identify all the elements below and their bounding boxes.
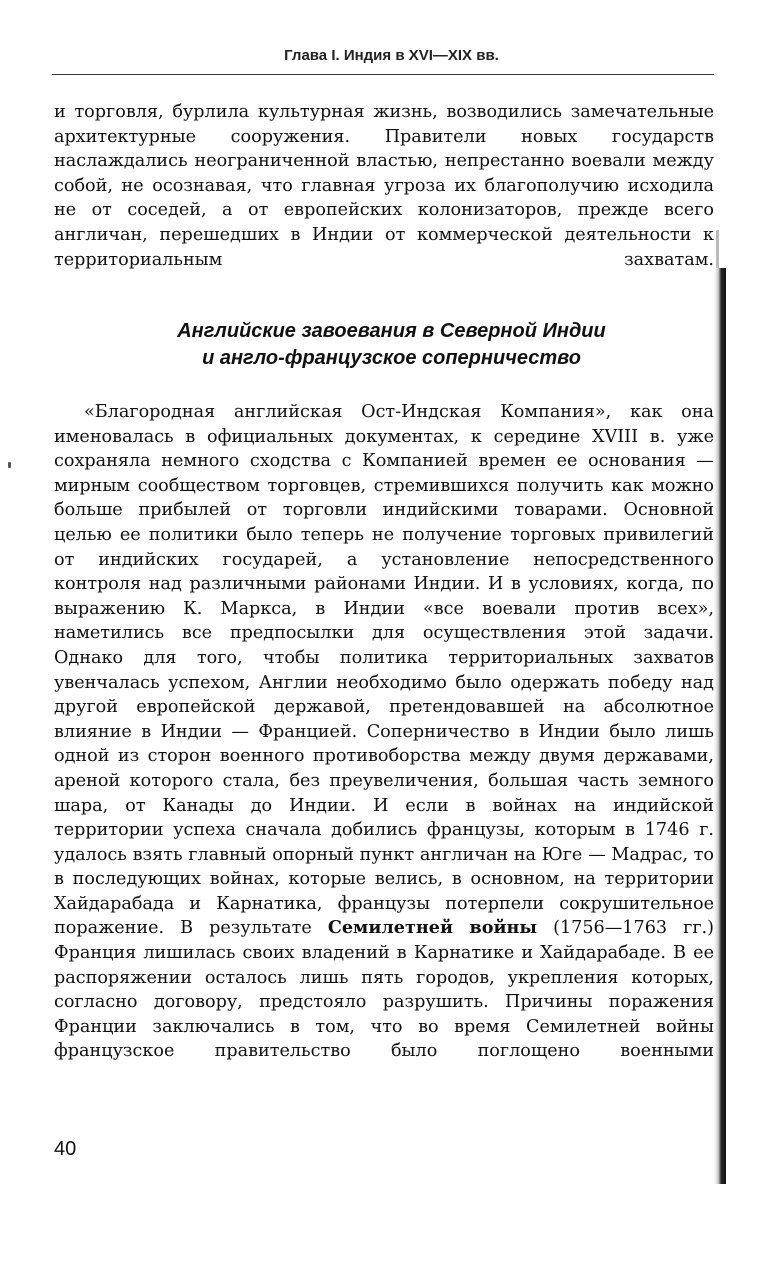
bold-term-seven-years-war: Семилетней войны xyxy=(327,917,538,939)
scan-edge-shadow-top xyxy=(716,230,719,270)
section-title-line-1: Английские завоевания в Северной Индии xyxy=(177,320,606,342)
header-rule xyxy=(52,74,714,75)
section-title-line-2: и англо-французское соперничество xyxy=(202,347,581,369)
main-paragraph-part-2: (1756—1763 гг.) Франция лишилась своих владений в Карнатике и Хайдарабаде. В ее распоряжении осталось лишь пять городов, укрепления которых, согласно договору, предстояло разрушить. Причины поражения Франции заключались в том, что во время Семилетней войны французское правительство было поглощено военными xyxy=(54,918,714,1062)
main-paragraph-part-1: «Благородная английская Ост-Индская Компания», как она именовалась в официальных документах, к середине XVIII в. уже сохраняла немного сходства с Компанией времен ее основания — мирным сообществом торговцев, стремившихся получить как можно больше прибылей от торговли индийскими товарами. Основной целью ее политики было теперь не получение торговых привилегий от индийских государей, а установление непосредственного контроля над различными районами Индии. И в условиях, когда, по выражению К. Маркса, в Индии «все воевали против всех», наметились все предпосылки для осуществления этой задачи. Однако для того, чтобы политика территориальных захватов увенчалась успехом, Англии необходимо было одержать победу над другой европейской державой, претендовавшей на абсолютное влияние в Индии — Францией. Соперничество в Индии было лишь одной из сторон военного противоборства между двумя державами, ареной которого стала, без преувеличения, большая часть земного шара, от Канады до Индии. И если в войнах на индийской территории успеха сначала добились французы, которым в 1746 г. удалось взять главный опорный пункт англичан на Юге — Мадрас, то в последующих войнах, которые велись, в основном, на территории Хайдарабада и Карнатика, французы потерпели сокрушительное поражение. В результате xyxy=(54,402,714,939)
scan-speck xyxy=(8,462,11,468)
intro-paragraph: и торговля, бурлила культурная жизнь, возводились замечательные архитектурные сооружения. Правители новых государств наслаждались неограниченной властью, непрестанно воевали между собой, не осознавая, что главная угроза их благополучию исходила не от соседей, а от европейских колонизаторов, прежде всего англичан, перешедших в Индии от коммерческой деятельности к территориальным захватам. xyxy=(54,102,714,270)
scan-edge-shadow xyxy=(714,268,726,1184)
main-paragraph xyxy=(54,400,714,1064)
running-head: Глава I. Индия в XVI—XIX вв. xyxy=(284,47,499,64)
section-title xyxy=(0,318,783,372)
page-number: 40 xyxy=(54,1138,77,1160)
